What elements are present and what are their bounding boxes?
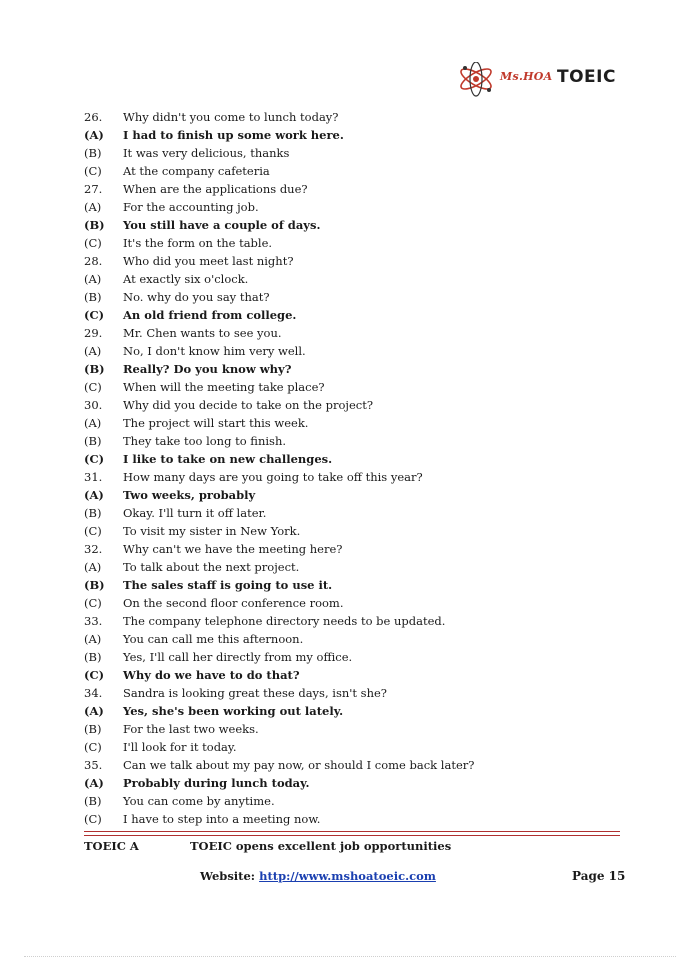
line-label: 28. [84,254,103,268]
line-label: (C) [84,452,105,466]
line-label: (B) [84,506,102,520]
question-line [84,684,624,702]
answer-option [84,648,624,666]
line-label: (C) [84,164,102,178]
line-text: An old friend from college. [123,308,297,322]
answer-option [84,702,624,720]
line-label: (B) [84,578,105,592]
line-text: For the accounting job. [123,200,259,214]
line-label: 33. [84,614,103,628]
answer-option [84,306,624,324]
question-line [84,756,624,774]
line-label: (B) [84,362,105,376]
line-text: The company telephone directory needs to be updated. [123,614,446,628]
line-label: (C) [84,236,102,250]
line-text: I'll look for it today. [123,740,237,754]
question-line [84,324,624,342]
footer-section-label: TOEIC A [84,839,139,853]
footer-website [200,869,436,883]
question-line [84,180,624,198]
answer-option [84,594,624,612]
answer-option [84,504,624,522]
page-number: Page 15 [572,869,626,883]
answer-option [84,432,624,450]
line-text: No, I don't know him very well. [123,344,306,358]
footer-divider-thin [84,835,620,836]
line-label: (C) [84,740,102,754]
line-label: (C) [84,380,102,394]
line-label: 34. [84,686,103,700]
line-label: (A) [84,560,102,574]
line-label: (A) [84,776,104,790]
answer-option [84,270,624,288]
line-label: (B) [84,794,102,808]
line-label: (C) [84,308,105,322]
line-text: When are the applications due? [123,182,308,196]
answer-option [84,126,624,144]
line-label: 31. [84,470,103,484]
question-line [84,468,624,486]
answer-option [84,216,624,234]
answer-option [84,144,624,162]
line-text: When will the meeting take place? [123,380,325,394]
line-text: They take too long to finish. [123,434,287,448]
answer-option [84,378,624,396]
answer-option [84,360,624,378]
answer-option [84,162,624,180]
line-text: Mr. Chen wants to see you. [123,326,282,340]
line-label: (C) [84,668,105,682]
line-text: It's the form on the table. [123,236,273,250]
answer-option [84,792,624,810]
line-text: You can call me this afternoon. [123,632,304,646]
answer-option [84,234,624,252]
answer-option [84,342,624,360]
line-label: (A) [84,344,102,358]
line-text: Who did you meet last night? [123,254,294,268]
answer-option [84,414,624,432]
answer-option [84,774,624,792]
answer-option [84,576,624,594]
line-label: (A) [84,272,102,286]
line-text: I had to finish up some work here. [123,128,344,142]
line-label: (B) [84,650,102,664]
website-label: Website: [200,869,256,883]
answer-option [84,630,624,648]
line-label: (A) [84,488,104,502]
line-text: At the company cafeteria [123,164,270,178]
line-text: How many days are you going to take off this year? [123,470,423,484]
logo-ms-text: Ms.HOA [500,70,553,83]
line-text: You can come by anytime. [123,794,275,808]
line-text: At exactly six o'clock. [123,272,249,286]
line-text: To visit my sister in New York. [123,524,301,538]
line-label: (A) [84,128,104,142]
line-text: Why did you decide to take on the project? [123,398,373,412]
question-line [84,252,624,270]
line-text: Yes, she's been working out lately. [123,704,344,718]
question-line [84,612,624,630]
line-label: 35. [84,758,103,772]
line-label: 32. [84,542,103,556]
answer-option [84,738,624,756]
line-label: (B) [84,722,102,736]
line-text: Why didn't you come to lunch today? [123,110,339,124]
line-label: (C) [84,596,102,610]
line-label: (A) [84,200,102,214]
line-text: Probably during lunch today. [123,776,310,790]
answer-option [84,486,624,504]
brand-logo [456,62,622,100]
footer-tagline: TOEIC opens excellent job opportunities [190,839,452,853]
answer-option [84,198,624,216]
line-text: Okay. I'll turn it off later. [123,506,267,520]
answer-option [84,810,624,828]
line-text: You still have a couple of days. [123,218,321,232]
line-label: (A) [84,704,104,718]
line-label: (B) [84,146,102,160]
line-text: I have to step into a meeting now. [123,812,321,826]
line-label: (B) [84,290,102,304]
line-text: Sandra is looking great these days, isn't she? [123,686,387,700]
question-line [84,108,624,126]
website-link[interactable]: http://www.mshoatoeic.com [259,869,436,883]
line-label: (C) [84,524,102,538]
line-label: 30. [84,398,103,412]
line-label: (A) [84,416,102,430]
line-label: (C) [84,812,102,826]
line-label: 27. [84,182,103,196]
line-text: Yes, I'll call her directly from my office. [123,650,353,664]
line-text: On the second floor conference room. [123,596,344,610]
line-label: (B) [84,434,102,448]
line-text: To talk about the next project. [123,560,300,574]
logo-brand-text: TOEIC [557,67,616,87]
answer-option [84,522,624,540]
line-text: Really? Do you know why? [123,362,292,376]
answer-option [84,720,624,738]
line-text: The project will start this week. [123,416,309,430]
page-edge-divider [24,956,676,957]
answer-option [84,666,624,684]
answer-option [84,450,624,468]
line-text: No. why do you say that? [123,290,270,304]
atom-logo-icon [456,62,500,100]
answer-option [84,558,624,576]
line-text: For the last two weeks. [123,722,259,736]
question-line [84,540,624,558]
line-text: I like to take on new challenges. [123,452,333,466]
line-text: Can we talk about my pay now, or should I come back later? [123,758,475,772]
question-line [84,396,624,414]
line-label: 29. [84,326,103,340]
line-text: Why do we have to do that? [123,668,300,682]
line-text: It was very delicious, thanks [123,146,290,160]
line-label: 26. [84,110,103,124]
line-text: Why can't we have the meeting here? [123,542,343,556]
line-text: The sales staff is going to use it. [123,578,333,592]
footer-divider [84,831,620,832]
line-text: Two weeks, probably [123,488,256,502]
line-label: (B) [84,218,105,232]
question-list [84,108,624,828]
line-label: (A) [84,632,102,646]
answer-option [84,288,624,306]
